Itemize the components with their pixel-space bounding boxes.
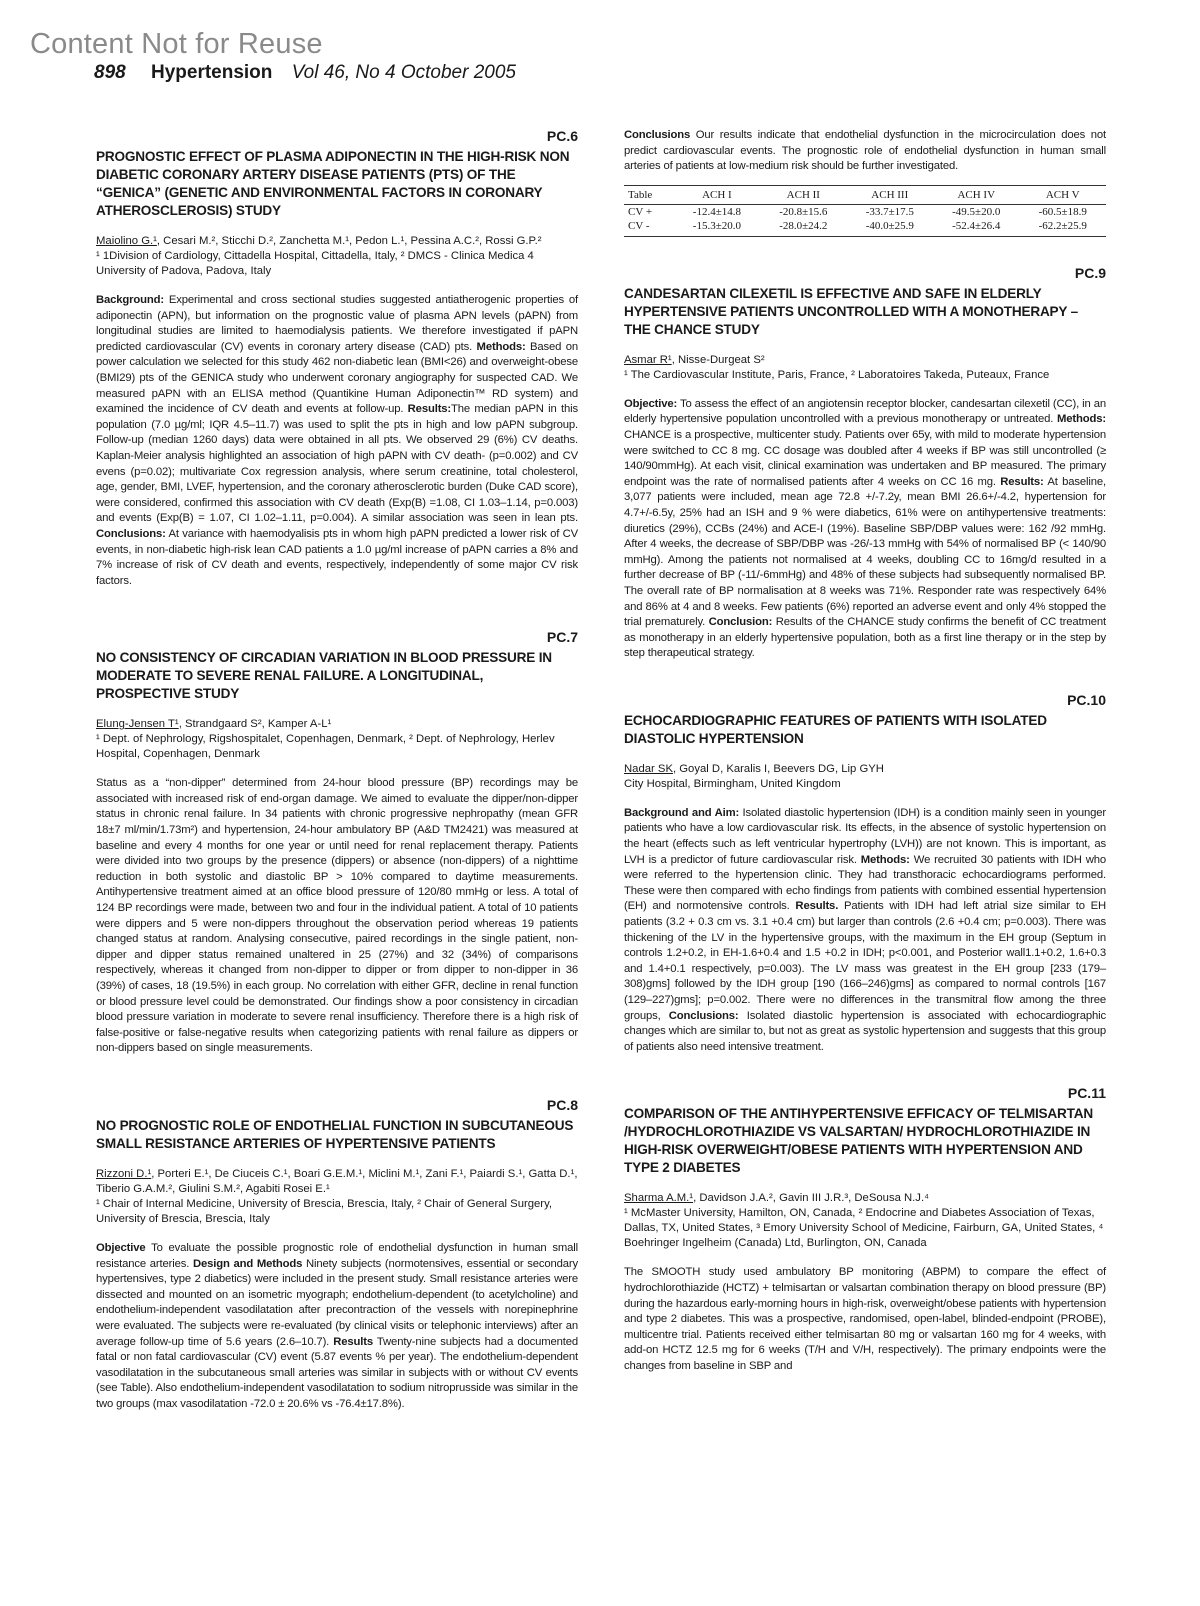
abstract-body: Status as a “non-dipper” determined from 24-hour blood pressure (BP) recordings may be associated with increased risk of end-organ damage. We aimed to evaluate the dipper/non-dipper status in chronic renal failure. In 34 patients with chronic progressive nephropathy (mean GFR 18±7 ml/min/1.73m²) and hypertension, 24-hour ambulatory BP (A&D TM2421) was measured at baseline and every 4 months for one year or until need for renal replacement therapy. Patients were divided into two groups by the presence (dippers) or absence (non-dippers) of a nighttime reduction in both systolic and diastolic BP > 10% compared to daytime measurements. Antihypertensive treatment aimed at an office blood pressure of 120/80 mmHg or less. A total of 124 BP recordings were made, between two and four in the individual patient. A total of 10 patients were dippers and 5 were non-dippers throughout the observation period whereas 19 patients changed status at random. Analysing consecutive, paired recordings in the single patient, non-dipper and dipper status remained unaltered in 25 (27%) and 32 (34%) of comparisons respectively, whereas it changed from non-dipper to dipper or from dipper to non-dipper in 36 (39%) of cases, 18 (19.5%) in each group. No correlation with either GFR, decline in renal function or blood pressure level could be demonstrated. Our findings show a poor consistency in circadian blood pressure variation in moderate to severe renal insufficiency. Therefore there is a high risk of false-positive or false-negative results when categorizing patients with renal failure as dippers or non-dippers based on single measurements. xyxy=(96,777,578,1055)
watermark: Content Not for Reuse xyxy=(30,28,323,60)
abstract-pc11 xyxy=(624,1085,1106,1374)
text-background: Experimental and cross sectional studies suggested antiatherogenic properties of adiponectin (APN), but information on the prognostic value of plasma APN levels (pAPN) from longitudinal studies are limited to haemodialysis patients. We therefore investigated if pAPN predicted cardiovascular (CV) events in coronary artery disease (CAD) pts. xyxy=(96,294,578,353)
ach-table xyxy=(624,185,1106,237)
table-row xyxy=(624,204,1106,219)
co-authors: , Porteri E.¹, De Ciuceis C.¹, Boari G.E.M.¹, Miclini M.¹, Zani F.¹, Paiardi S.¹, Gatta D.¹, Tiberio G.A.M.², Giulini S.M.², Agabiti Rosei E.¹ xyxy=(96,1167,578,1195)
text-methods: Based on power calculation we selected for this study 462 non-diabetic lean (BMI<26) and overweight-obese (BMI29) pts of the GENICA study who underwent coronary angiography for suspected CAD. We measured pAPN with an ELISA method (Quantikine Human Adiponectin™ RD system) and examined the incidence of CV death and events at follow-up. xyxy=(96,340,578,416)
lead-author: Asmar R¹ xyxy=(624,353,672,366)
table-header: ACH I xyxy=(674,185,760,204)
author-list xyxy=(96,717,578,732)
abstract-body: The SMOOTH study used ambulatory BP monitoring (ABPM) to compare the effect of hydrochlorothiazide (HCTZ) + telmisartan or valsartan combination therapy on blood pressure (BP) during the hazardous early-morning hours in high-risk, overweight/obese patients with hypertension and type 2 diabetes. This was a prospective, randomised, open-label, blinded-endpoint (PROBE), multicentre trial. Patients received either telmisartan 80 mg or valsartan 160 mg for 4 weeks, with add-on HCTZ 12.5 mg for 6 weeks (T/H and V/H, respectively). The primary endpoints were the changes from baseline in SBP and xyxy=(624,1266,1106,1372)
page-number: 898 xyxy=(94,62,126,83)
abstract-code: PC.6 xyxy=(546,128,578,144)
text-results: Twenty-nine subjects had a documented fatal or non fatal cardiovascular (CV) event (5.87 events % per year). The endothelium-dependent vasodilatation in the subcutaneous small arteries was similar in subjects with or without CV events (see Table). Also endothelium-independent vasodilatation to sodium nitroprusside was similar in the two groups (max vasodilatation -72.0 ± 20.6% vs -76.4±17.8%). xyxy=(96,1335,578,1410)
table-cell: -20.8±15.6 xyxy=(779,205,828,218)
heading-background: Background and Aim: xyxy=(624,806,740,819)
table-cell: -28.0±24.2 xyxy=(760,219,846,237)
text-results: Patients with IDH had left atrial size similar to EH patients (3.2 + 0.3 cm vs. 3.1 +0.4 cm) but larger than controls (2.6 +0.4 cm; p=0.003). There was thickening of the LV in the hypertensive groups, with the maximum in the EH group (Septum in controls 1.2+0.2, in EH-1.6+0.4 and 1.5 +0.2 in IDH; p<0.001, and Posterior wall1.1+0.2, 1.6+0.3 and 1.4+0.1 respectively, p=0.003). The LV mass was greatest in the EH group [233 (179–308)gms] followed by the IDH group [190 (166–246)gms] as compared to normal controls [167 (129–227)gms]; p=0.002. There were no differences in the transmitral flow among the three groups, xyxy=(624,900,1106,1022)
text-background: Isolated diastolic hypertension (IDH) is a condition mainly seen in younger patients who have a low cardiovascular risk. Its effects, in the absence of systolic hypertension on the heart (effects such as left ventricular hypertrophy (LVH)) are not known. This is important, as LVH is a predictor of future cardiovascular risk. xyxy=(624,806,1106,866)
heading-results: Results. xyxy=(789,900,839,913)
abstract-title: COMPARISON OF THE ANTIHYPERTENSIVE EFFICACY OF TELMISARTAN /HYDROCHLOROTHIAZIDE VS VALSARTAN/ HYDROCHLOROTHIAZIDE IN HIGH-RISK OVERWEIGHT/OBESE PATIENTS WITH HYPERTENSION AND TYPE 2 DIABETES xyxy=(624,1106,1093,1176)
affiliation: City Hospital, Birmingham, United Kingdom xyxy=(624,777,841,790)
lead-author: Maiolino G.¹ xyxy=(96,235,157,247)
co-authors: , Goyal D, Karalis I, Beevers DG, Lip GYH xyxy=(672,762,884,775)
heading-methods: Methods: xyxy=(856,853,910,866)
abstract-title: ECHOCARDIOGRAPHIC FEATURES OF PATIENTS WITH ISOLATED DIASTOLIC HYPERTENSION xyxy=(624,712,1047,746)
table-cell: -62.2±25.9 xyxy=(1019,219,1106,237)
abstract-code: PC.7 xyxy=(546,629,578,646)
abstract-body xyxy=(624,806,1106,1056)
text-methods: CHANCE is a prospective, multicenter study. Patients over 65y, with mild to moderate hypertension were switched to CC 8 mg. CC dosage was doubled after 4 weeks if BP was still uncontrolled (≥ 140/90mmHg). At each visit, clinical examination was undertaken and BP measured. The primary endpoint was the rate of normalised patients after 4 weeks on CC 16 mg. xyxy=(624,428,1106,488)
table-cell: -52.4±26.4 xyxy=(933,219,1019,237)
heading-conclusions: Conclusions: xyxy=(660,1009,739,1022)
author-list xyxy=(624,353,1106,368)
heading-objective: Objective: xyxy=(624,397,678,410)
text-conclusions: Isolated diastolic hypertension is associated with echocardiographic changes which are similar to, but not as great as systolic hypertension and suggests that this group of patients also need intensive treatment. xyxy=(624,1009,1106,1053)
lead-author: Nadar SK xyxy=(624,762,673,775)
affiliation: ¹ The Cardiovascular Institute, Paris, France, ² Laboratoires Takeda, Puteaux, France xyxy=(624,368,1050,381)
heading-background: Background: xyxy=(96,294,165,306)
co-authors: , Cesari M.², Sticchi D.², Zanchetta M.¹, Pedon L.¹, Pessina A.C.², Rossi G.P.² xyxy=(156,235,542,247)
left-column xyxy=(96,128,578,1413)
co-authors: , Strandgaard S², Kamper A-L¹ xyxy=(178,718,332,731)
table-cell: -12.4±14.8 xyxy=(692,205,741,218)
right-column xyxy=(624,128,1106,1375)
heading-results: Results: xyxy=(995,475,1044,488)
heading-conclusions: Conclusions: xyxy=(96,527,166,540)
author-list xyxy=(96,1167,578,1197)
affiliation: ¹ Chair of Internal Medicine, University of Brescia, Brescia, Italy, ² Chair of General Surgery, University of Brescia, Brescia, Italy xyxy=(96,1197,553,1225)
text-results: At baseline, 3,077 patients were included, mean age 72.8 +/-7.2y, mean BMI 26.6+/-4.2, hypertension for 4.7+/-6.5y, 25% had an ISH and 9 % were diabetics, 61% were on antihypertensive treatments: diuretics (29%), CCBs (24%) and ACE-I (19%). Baseline SBP/DBP values were: 162 /92 mmHg. After 4 weeks, the decrease of SBP/DBP was -26/-13 mmHg with 54% of normalised BP (< 140/90 mmHg). Among the patients not normalised at 4 weeks, doubling CC to 16mg/d resulted in a further decrease of BP (-11/-6mmHg) and 48% of these subjects had subsequently normalised BP. The overall rate of BP normalisation at 8 weeks was 71%. Responder rate was respectively 64% and 86% at 4 and 8 weeks. Few patients (6%) reported an adverse event and only 4% stopped the trial prematurely. xyxy=(624,475,1106,629)
lead-author: Rizzoni D.¹ xyxy=(96,1167,152,1180)
text-results: The median pAPN in this population (7.0 µg/ml; IQR 4.5–11.7) was used to split the pts in high and low pAPN subgroup. Follow-up (median 1260 days) data were obtained in all pts. We observed 29 (6%) CV deaths. Kaplan-Meier analysis highlighted an association of high pAPN with CV death- (p=0.002) and CV evens (p=0.02); multivariate Cox regression analysis, where serum creatinine, total cholesterol, age, gender, BMI, LVEF, hypertension, and the coronary atherosclerotic burden (Duke CAD score), were considered, confirmed this association with CV death (Exp(B) =1.08, CI 1.03–1.14, p=0.003) and events (Exp(B) = 1.07, CI 1.02–1.11, p=0.004). A similar association was seen in lean pts. xyxy=(96,403,578,525)
journal-name: Hypertension xyxy=(150,62,273,83)
heading-conclusions: Conclusions xyxy=(624,129,691,141)
abstract-body xyxy=(624,397,1106,662)
abstract-title: CANDESARTAN CILEXETIL IS EFFECTIVE AND SAFE IN ELDERLY HYPERTENSIVE PATIENTS UNCONTROLLED WITH A MONOTHERAPY – THE CHANCE STUDY xyxy=(624,285,1078,337)
text-conclusion: Results of the CHANCE study confirms the benefit of CC treatment as monotherapy in an elderly hypertensive population, both as a first line therapy or in the step by step therapeutical strategy. xyxy=(624,616,1106,660)
abstract-pc8-continued xyxy=(624,128,1106,237)
running-head xyxy=(94,62,516,84)
abstract-pc7 xyxy=(96,629,578,1057)
table-cell: CV - xyxy=(624,219,674,237)
abstract-body xyxy=(96,1241,578,1413)
author-list xyxy=(624,1191,1106,1206)
table-header: ACH II xyxy=(760,185,846,204)
table-row xyxy=(624,219,1106,237)
co-authors: , Davidson J.A.², Gavin III J.R.³, DeSousa N.J.⁴ xyxy=(693,1192,929,1205)
heading-objective: Objective xyxy=(96,1241,146,1254)
abstract-pc8 xyxy=(96,1097,578,1413)
table-header: Table xyxy=(624,185,674,204)
table-header: ACH V xyxy=(1019,185,1106,204)
abstract-pc10 xyxy=(624,692,1106,1056)
text-conclusions: At variance with haemodyalisis pts in whom high pAPN predicted a lower risk of CV events, in non-diabetic high-risk lean CAD patients a 1.0 µg/ml increase of pAPN carries a 8% and 7% increase of risk of CV death and events, respectively, independently of some major CV risk factors. xyxy=(96,527,578,587)
text-methods: We recruited 30 patients with IDH who were referred to the hypertension clinic. They had transthoracic echocardiograms performed. These were then compared with echo findings from patients with combined essential hypertension (EH) and normotensive controls. xyxy=(624,853,1106,913)
affiliation: ¹ McMaster University, Hamilton, ON, Canada, ² Endocrine and Diabetes Association of Texas, Dallas, TX, United States, ³ Emory University School of Medicine, Fairburn, GA, United States, ⁴ Boehringer Ingelheim (Canada) Ltd, Burlington, ON, Canada xyxy=(624,1207,1104,1250)
author-list xyxy=(96,234,578,249)
heading-results: Results: xyxy=(403,403,452,416)
co-authors: , Nisse-Durgeat S² xyxy=(671,353,765,366)
abstract-title: NO PROGNOSTIC ROLE OF ENDOTHELIAL FUNCTION IN SUBCUTANEOUS SMALL RESISTANCE ARTERIES OF HYPERTENSIVE PATIENTS xyxy=(96,1117,574,1151)
table-header: ACH III xyxy=(847,185,933,204)
table-cell: CV + xyxy=(628,205,653,218)
author-list xyxy=(624,762,1106,777)
lead-author: Elung-Jensen T¹ xyxy=(96,718,179,731)
abstract-code: PC.8 xyxy=(546,1096,578,1113)
affiliation: ¹ Dept. of Nephrology, Rigshospitalet, Copenhagen, Denmark, ² Dept. of Nephrology, Herlev Hospital, Copenhagen, Denmark xyxy=(96,733,555,761)
heading-design: Design and Methods xyxy=(189,1257,303,1270)
affiliation: ¹ 1Division of Cardiology, Cittadella Hospital, Cittadella, Italy, ² DMCS - Clinica Medica 4 University of Padova, Padova, Italy xyxy=(96,250,534,277)
issue-info: Vol 46, No 4 October 2005 xyxy=(291,62,516,83)
text-design: Ninety subjects (normotensives, essential or secondary hypertensives, type 2 diabetics) were included in the present study. Small resistance arteries were dissected and mounted on an isometric myograph; endothelium-dependent (to acetylcholine) and endothelium-independent vasodilatation after precontraction of the vessels with norepinephrine were evaluated. The subjects were re-evaluated (by clinical visits or telephonic interviews) after an average follow-up time of 5.6 years (2.6–10.7). xyxy=(96,1257,578,1348)
table-header: ACH IV xyxy=(933,185,1019,204)
heading-methods: Methods: xyxy=(472,340,526,353)
abstract-code: PC.9 xyxy=(1074,264,1106,281)
abstract-code: PC.10 xyxy=(1067,691,1106,708)
abstract-body xyxy=(624,128,1106,175)
heading-methods: Methods: xyxy=(1053,413,1106,426)
table-header-row xyxy=(624,185,1106,204)
lead-author: Sharma A.M.¹ xyxy=(624,1192,694,1205)
abstract-title: NO CONSISTENCY OF CIRCADIAN VARIATION IN BLOOD PRESSURE IN MODERATE TO SEVERE RENAL FAILURE. A LONGITUDINAL, PROSPECTIVE STUDY xyxy=(96,650,552,702)
abstract-title: PROGNOSTIC EFFECT OF PLASMA ADIPONECTIN IN THE HIGH-RISK NON DIABETIC CORONARY ARTERY DISEASE PATIENTS (PTS) OF THE “GENICA” (GENETIC AND ENVIRONMENTAL FACTORS IN CORONARY ATHEROSCLEROSIS) STUDY xyxy=(96,149,570,218)
heading-results: Results xyxy=(329,1335,374,1348)
table-cell: -15.3±20.0 xyxy=(674,219,760,237)
heading-conclusion: Conclusion: xyxy=(705,616,773,629)
text-conclusions: Our results indicate that endothelial dysfunction in the microcirculation does not predict cardiovascular events. The prognostic role of endothelial dysfunction in human small arteries of patients at low-medium risk should be further investigated. xyxy=(624,129,1106,173)
abstract-pc9 xyxy=(624,265,1106,662)
abstract-pc6 xyxy=(96,128,578,589)
table-cell: -40.0±25.9 xyxy=(847,219,933,237)
abstract-code: PC.11 xyxy=(1067,1085,1106,1102)
abstract-body xyxy=(96,293,578,589)
table-cell: -33.7±17.5 xyxy=(865,205,914,218)
table-cell: -60.5±18.9 xyxy=(1038,205,1087,218)
text-objective: To evaluate the possible prognostic role of endothelial dysfunction in human small resistance arteries. xyxy=(96,1241,578,1270)
table-cell: -49.5±20.0 xyxy=(952,205,1001,218)
text-objective: To assess the effect of an angiotensin receptor blocker, candesartan cilexetil (CC), in an elderly hypertensive population uncontrolled with a previous monotherapy or untreated. xyxy=(624,397,1106,426)
